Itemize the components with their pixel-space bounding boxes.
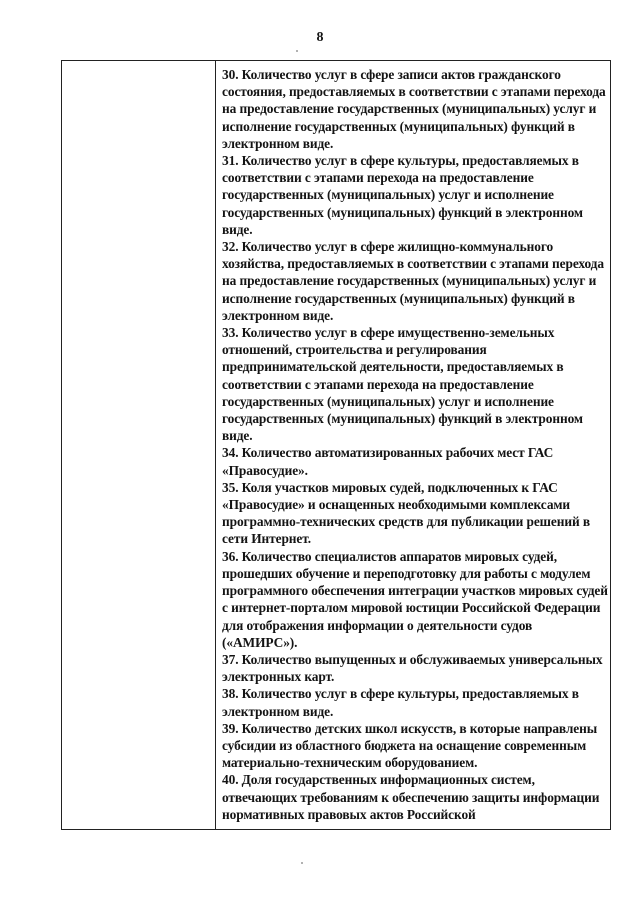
indicators-table [61, 60, 611, 830]
table-right-cell [216, 61, 610, 829]
indicator-item: 36. Количество специалистов аппаратов мировых судей, прошедших обучение и переподготовку для работы с модулем программного обеспечения интеграции участков мировых судей с интернет-порталом мировой юстиции Российской Федерации для отображения информации о деятельности судов («АМИРС»). [222, 548, 608, 650]
indicator-item: 33. Количество услуг в сфере имущественно-земельных отношений, строительства и регулирования предпринимательской деятельности, предоставляемых в соответствии с этапами перехода на предоставление государственных (муниципальных) услуг и исполнение государственных (муниципальных) функций в электронном виде. [222, 325, 583, 444]
indicator-item: 34. Количество автоматизированных рабочих мест ГАС «Правосудие». [222, 445, 554, 478]
indicator-item: 40. Доля государственных информационных систем, отвечающих требованиям к обеспечению защиты информации нормативных правовых актов Российской [222, 772, 600, 822]
scan-speck [301, 862, 303, 864]
indicator-item: 32. Количество услуг в сфере жилищно-коммунального хозяйства, предоставляемых в соответствии с этапами перехода на предоставление государственных (муниципальных) услуг и исполнение государственных (муниципальных) функций в электронном виде. [222, 239, 604, 323]
indicator-item: 39. Количество детских школ искусств, в которые направлены субсидии из областного бюджета на оснащение современным материально-техническим оборудованием. [222, 720, 598, 771]
indicator-item: 38. Количество услуг в сфере культуры, предоставляемых в электронном виде. [222, 686, 579, 719]
scan-speck [296, 50, 298, 52]
table-left-cell [62, 61, 216, 829]
indicator-item: 35. Коля участков мировых судей, подключенных к ГАС «Правосудие» и оснащенных необходимыми комплексами программно-технических средств для публикации решений в сети Интернет. [222, 479, 590, 547]
indicator-item: 37. Количество выпущенных и обслуживаемых универсальных электронных карт. [222, 651, 603, 685]
indicator-item: 30. Количество услуг в сфере записи актов гражданского состояния, предоставляемых в соответствии с этапами перехода на предоставление государственных (муниципальных) услуг и исполнение государственных (муниципальных) функций в электронном виде. [222, 67, 606, 151]
indicator-item: 31. Количество услуг в сфере культуры, предоставляемых в соответствии с этапами перехода на предоставление государственных (муниципальных) услуг и исполнение государственных (муниципальных) функций в электронном виде. [222, 153, 583, 237]
page-number: 8 [316, 30, 324, 45]
